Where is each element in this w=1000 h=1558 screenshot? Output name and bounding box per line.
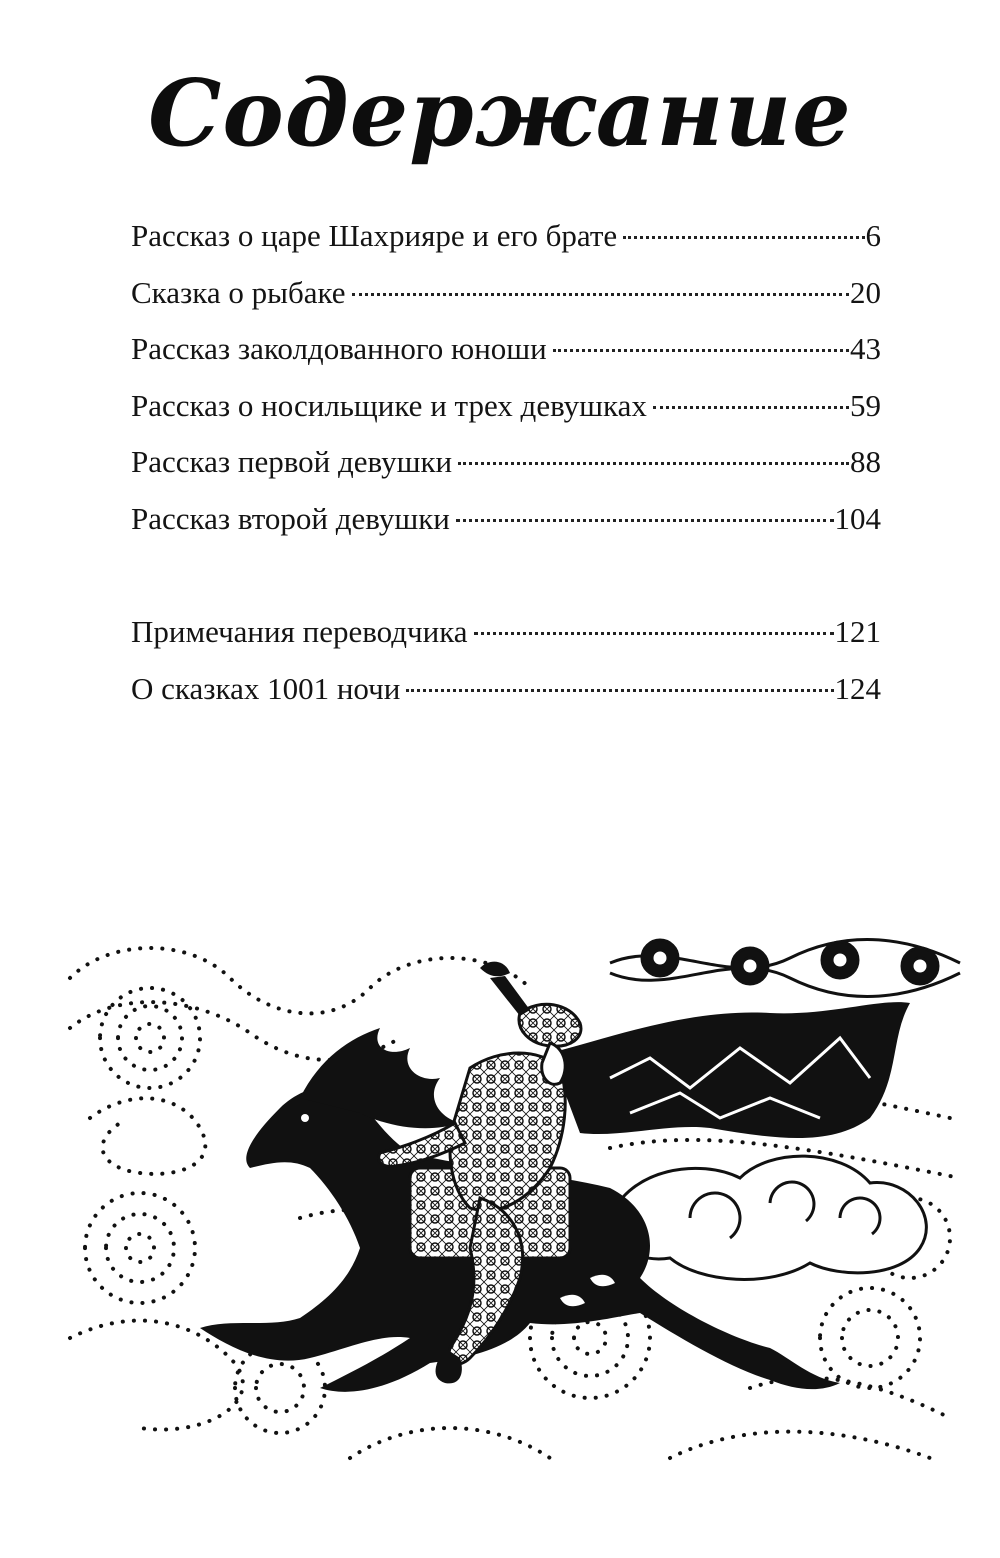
floral-garland	[610, 939, 960, 996]
dot-leader	[352, 293, 849, 296]
cape	[550, 1002, 910, 1138]
toc-entry[interactable]	[131, 273, 881, 330]
toc-entry-page: 124	[834, 670, 881, 706]
toc-entry-title: Рассказ о царе Шахрияре и его брате	[131, 218, 618, 253]
horseman-illustration	[50, 918, 980, 1478]
toc-entry-page: 88	[850, 444, 881, 479]
horse-eye	[301, 1114, 309, 1122]
dot-leader	[623, 236, 864, 239]
toc-entry[interactable]	[131, 386, 881, 443]
dot-leader	[474, 632, 834, 635]
page-title: Содержание	[148, 59, 852, 167]
toc-entry[interactable]	[131, 216, 881, 273]
toc-entry-title: Рассказ первой девушки	[131, 444, 453, 479]
dot-leader	[653, 406, 849, 409]
dot-leader	[406, 689, 833, 692]
toc-entry-page: 20	[850, 274, 881, 310]
toc-entry[interactable]	[131, 499, 881, 556]
dot-leader	[458, 462, 849, 465]
toc-appendix-list	[131, 612, 881, 725]
toc-entry[interactable]	[131, 442, 881, 499]
toc-entry-title: Сказка о рыбаке	[131, 274, 346, 310]
toc-entry[interactable]	[131, 612, 881, 669]
toc-entry-page: 6	[865, 218, 881, 253]
toc-entry-page: 121	[834, 614, 881, 649]
toc-main-list	[131, 216, 881, 555]
toc-entry-page: 43	[850, 331, 881, 366]
toc-entry[interactable]	[131, 669, 881, 726]
toc-entry-title: Примечания переводчика	[131, 614, 468, 649]
toc-entry-title: О сказках 1001 ночи	[131, 670, 401, 706]
toc-entry-page: 59	[850, 387, 881, 423]
dot-leader	[553, 349, 849, 352]
toc-entry[interactable]	[131, 329, 881, 386]
toc-entry-title: Рассказ заколдованного юноши	[131, 331, 547, 366]
toc-entry-title: Рассказ о носильщике и трех девушках	[131, 387, 647, 423]
cloud-swirl	[610, 1156, 926, 1279]
dot-leader	[456, 519, 834, 522]
toc-entry-title: Рассказ второй девушки	[131, 500, 450, 536]
toc-entry-page: 104	[834, 500, 881, 536]
